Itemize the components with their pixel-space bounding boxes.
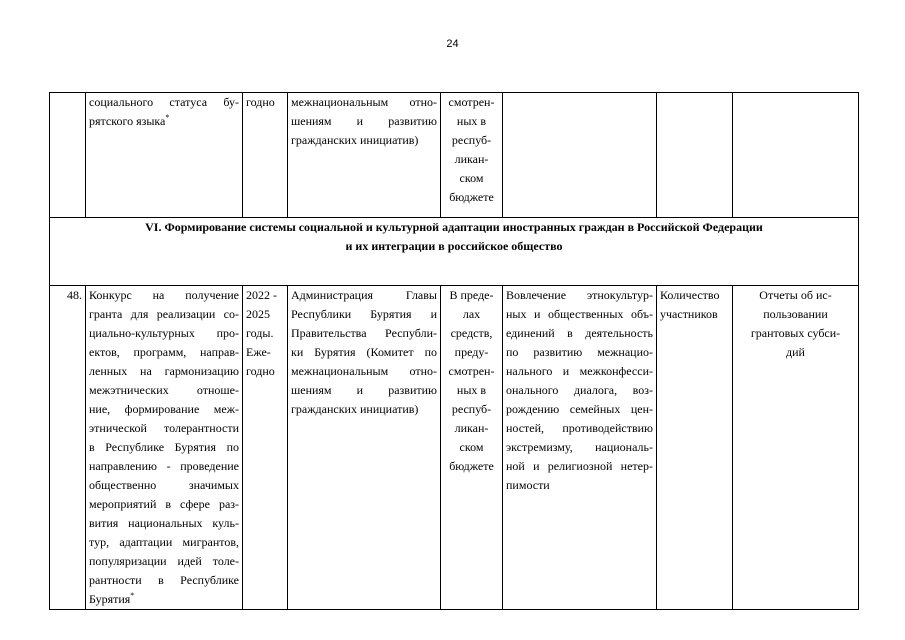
funding-line: ных в: [456, 383, 487, 397]
funding-line: лах: [462, 307, 481, 321]
funding-line: бюджете: [449, 459, 494, 473]
cont-event-cell: [86, 93, 243, 218]
indicator-cell: [657, 286, 733, 610]
funding-cell: [441, 286, 503, 610]
cont-funding-line: ском: [459, 171, 484, 185]
page-number: 24: [446, 38, 459, 50]
executor-line: Правительства Республи-: [291, 326, 437, 340]
result-line: онального диалога, воз-: [506, 383, 653, 397]
report-line: грантовых субси-: [750, 326, 841, 340]
events-table: [49, 92, 859, 610]
row-number: 48.: [50, 286, 86, 610]
cont-funding-line: ных в: [456, 114, 487, 128]
event-line: направлению - проведение: [89, 459, 239, 473]
cont-executor-line: гражданских инициатив): [291, 133, 419, 147]
result-line: пимости: [506, 478, 550, 492]
cont-funding-line: бюджете: [449, 190, 494, 204]
cont-period-line: годно: [246, 95, 275, 109]
executor-cell: [288, 286, 441, 610]
executor-line: Республики Бурятия и: [291, 307, 437, 321]
funding-line: респуб-: [451, 402, 492, 416]
event-line: ектов, программ, направ-: [89, 345, 239, 359]
report-cell: [733, 286, 859, 610]
result-line: Вовлечение этнокультур-: [506, 288, 653, 302]
cont-report-cell: [733, 93, 859, 218]
section-heading-line-2: и их интеграции в российское общество: [345, 239, 563, 253]
period-line: 2022 -: [246, 288, 277, 302]
section-heading-line-1: VI. Формирование системы социальной и культурной адаптации иностранных граждан в Российской Федерации: [145, 220, 763, 234]
period-cell: [243, 286, 288, 610]
event-line: гранта для реализации со-: [89, 307, 239, 321]
result-cell: [503, 286, 657, 610]
cont-result-cell: [503, 93, 657, 218]
section-heading: [50, 218, 859, 286]
result-line: по развитию межнацио-: [506, 345, 653, 359]
funding-line: смотрен-: [448, 364, 495, 378]
event-line: популяризации идей толе-: [89, 554, 239, 568]
period-line: Еже-: [246, 345, 271, 359]
event-line: тур, адаптации мигрантов,: [89, 535, 239, 549]
cont-event-line: социального статуса бу-: [89, 95, 239, 109]
footnote-mark: *: [130, 591, 135, 600]
event-line: ленных на гармонизацию: [89, 364, 239, 378]
indicator-line: участников: [660, 307, 718, 321]
report-line: дий: [786, 345, 805, 359]
cont-executor-line: межнациональным отно-: [291, 95, 437, 109]
executor-line: гражданских инициатив): [291, 402, 419, 416]
cont-period-cell: [243, 93, 288, 218]
result-line: единений в деятельность: [506, 326, 653, 340]
result-line: ностей, противодействию: [506, 421, 653, 435]
report-line: Отчеты об ис-: [759, 288, 832, 302]
event-line: ние, формирование меж-: [89, 402, 239, 416]
period-line: годно: [246, 364, 275, 378]
event-line: общественно значимых: [89, 478, 239, 492]
event-line: в Республике Бурятия по: [89, 440, 239, 454]
executor-line: шениям и развитию: [291, 383, 437, 397]
cont-funding-cell: [441, 93, 503, 218]
funding-line: средств,: [450, 326, 493, 340]
cont-indicator-cell: [657, 93, 733, 218]
cont-executor-cell: [288, 93, 441, 218]
event-line: Конкурс на получение: [89, 288, 239, 302]
funding-line: В преде-: [449, 288, 494, 302]
event-line: вития национальных куль-: [89, 516, 239, 530]
cont-funding-line: респуб-: [451, 133, 492, 147]
table-row: [50, 286, 859, 610]
event-line: этнической толерантности: [89, 421, 239, 435]
result-line: ных и общественных объ-: [506, 307, 653, 321]
footnote-mark: *: [165, 113, 170, 122]
cont-funding-line: ликан-: [454, 152, 489, 166]
cont-executor-line: шениям и развитию: [291, 114, 437, 128]
event-line: циально-культурных про-: [89, 326, 239, 340]
executor-line: Администрация Главы: [291, 288, 437, 302]
executor-line: межнациональным отно-: [291, 364, 437, 378]
section-heading-row: [50, 218, 859, 286]
continuation-row: [50, 93, 859, 218]
event-cell: [86, 286, 243, 610]
period-line: 2025: [246, 307, 270, 321]
event-line: межэтнических отноше-: [89, 383, 239, 397]
cont-number-cell: [50, 93, 86, 218]
event-line: рантности в Республике: [89, 573, 239, 587]
event-line: Бурятия: [89, 592, 131, 606]
executor-line: ки Бурятия (Комитет по: [291, 345, 437, 359]
funding-line: ликан-: [454, 421, 489, 435]
cont-event-line: рятского языка: [89, 114, 166, 128]
report-line: пользовании: [763, 307, 828, 321]
funding-line: ском: [459, 440, 484, 454]
result-line: рождению семейных цен-: [506, 402, 653, 416]
result-line: экстремизму, националь-: [506, 440, 653, 454]
result-line: нального и межконфесси-: [506, 364, 653, 378]
funding-line: преду-: [454, 345, 489, 359]
period-line: годы.: [246, 326, 274, 340]
indicator-line: Количество: [660, 288, 720, 302]
event-line: мероприятий в сфере раз-: [89, 497, 239, 511]
result-line: ной и религиозной нетер-: [506, 459, 653, 473]
cont-funding-line: смотрен-: [448, 95, 495, 109]
